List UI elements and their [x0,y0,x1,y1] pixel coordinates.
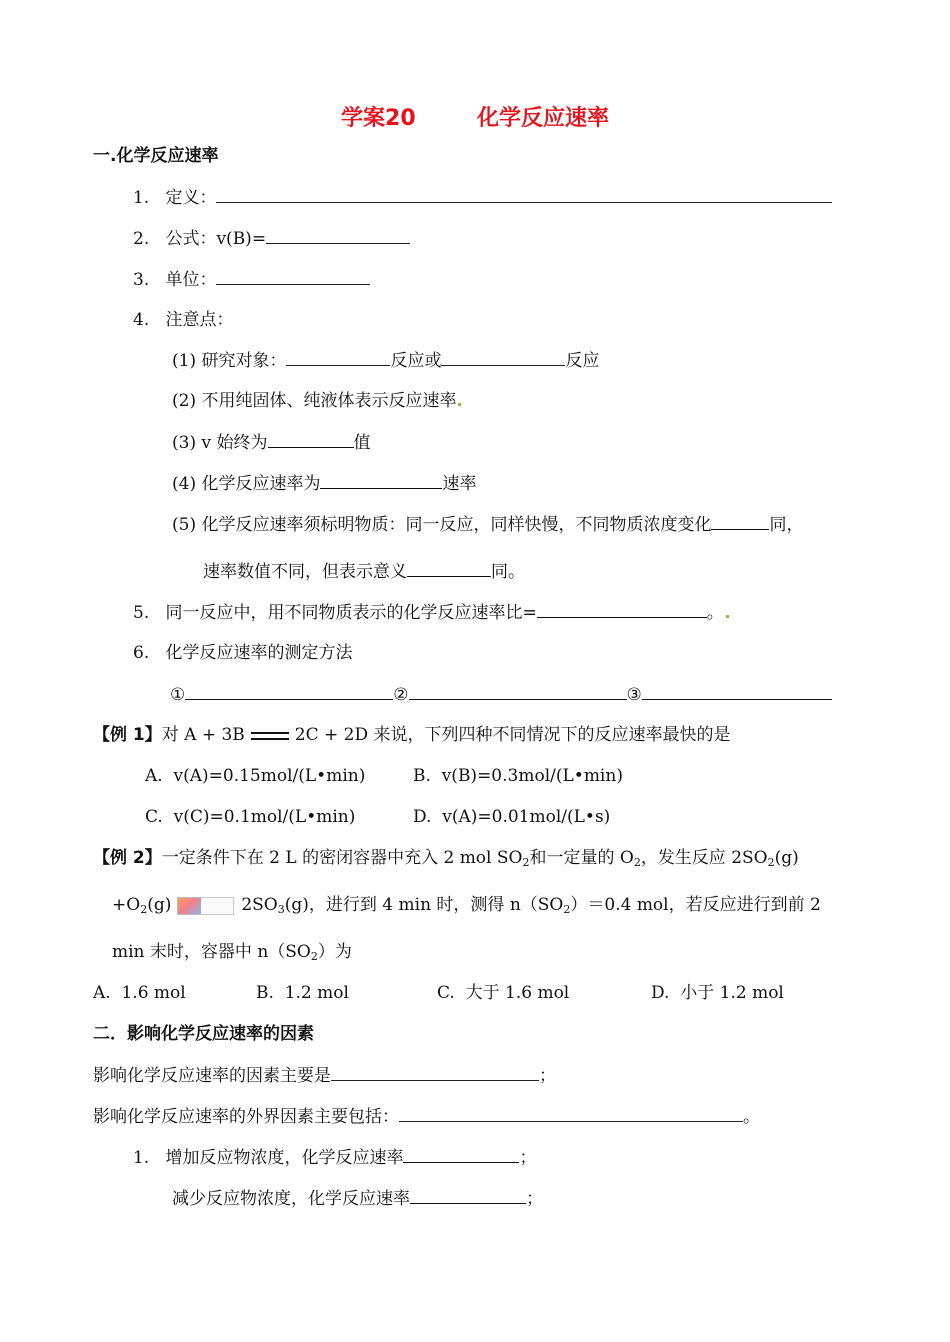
note-5: (5) 化学反应速率须标明物质：同一反应，同样快慢，不同物质浓度变化 同， [172,512,803,537]
section2-item1b: 减少反应物浓度，化学反应速率 ； [172,1186,543,1211]
note-4: (4) 化学反应速率为 速率 [172,471,476,496]
example2-line3: min 末时，容器中 $n(SO_2)$为 [112,942,352,963]
methods-blanks: ① ② ③ [170,682,832,707]
blank-external-factors[interactable] [399,1104,743,1122]
example1-option-b[interactable]: B. v(B)=0.3mol/(L•min) [413,766,623,786]
example1-option-a[interactable]: A. v(A)=0.15mol/(L•min) [145,766,366,786]
blank-ratio[interactable] [537,600,707,618]
example2-option-a[interactable]: A. 1.6 mol [93,983,186,1003]
example1-option-c[interactable]: C. v(C)=0.1mol/(L•min) [145,807,356,827]
blank-decrease-conc[interactable] [410,1186,526,1204]
item-formula: 2. 公式：v(B)= [133,226,410,251]
item-methods: 6. 化学反应速率的测定方法 [133,643,353,663]
blank-formula[interactable] [266,226,410,244]
blank-unit[interactable] [216,267,370,285]
section2-heading: 二．影响化学反应速率的因素 [93,1024,314,1044]
blank-method1[interactable] [185,682,393,700]
item-definition: 1. 定义： [133,185,832,210]
section2-line2: 影响化学反应速率的外界因素主要包括： 。 [93,1104,760,1129]
blank-method2[interactable] [409,682,627,700]
section2-line1: 影响化学反应速率的因素主要是 ； [93,1063,556,1088]
item-notes: 4. 注意点： [133,310,234,330]
equilibrium-arrow-icon [251,729,289,743]
example2-line2: $+O_2(g)$ $2SO_3(g)$，进行到 4 min 时，测得 $n(SO_2)=0.4$ mol，若反应进行到前 2 [112,895,821,916]
example2-option-c[interactable]: C. 大于 1.6 mol [437,983,570,1003]
blank-note1b[interactable] [441,348,565,366]
example2-option-b[interactable]: B. 1.2 mol [256,983,349,1003]
example2-option-d[interactable]: D. 小于 1.2 mol [651,983,784,1003]
title-right: 化学反应速率 [476,106,609,131]
note-3: (3) v 始终为 值 [172,430,371,455]
blank-main-factor[interactable] [331,1063,539,1081]
blank-note4[interactable] [320,471,442,489]
example1-question: 【例 1】对 A + 3B 2C + 2D 来说，下列四种不同情况下的反应速率最快的是 [93,725,731,745]
dot-mark [726,615,729,618]
item-ratio: 5. 同一反应中，用不同物质表示的化学反应速率比= 。 [133,600,729,625]
dot-mark [458,403,461,406]
section2-item1: 1. 增加反应物浓度，化学反应速率 ； [133,1145,536,1170]
blank-note3[interactable] [268,430,354,448]
blank-method3[interactable] [642,682,832,700]
reaction-arrow-image-icon [177,897,235,915]
example1-option-d[interactable]: D. v(A)=0.01mol/(L•s) [413,807,611,827]
page-title [0,101,950,132]
title-left: 学案20 [341,106,416,131]
blank-note5b[interactable] [407,559,491,577]
section1-heading: 一.化学反应速率 [93,146,219,166]
example2-line1: 【例 2】一定条件下在 2 L 的密闭容器中充入 2 mol $SO_2$和一定量的 $O_2$，发生反应 $2SO_2(g)$ [93,848,799,869]
note-5-cont: 速率数值不同，但表示意义 同。 [203,559,525,584]
blank-definition[interactable] [216,185,832,203]
item-unit: 3. 单位： [133,267,370,292]
note-1: (1) 研究对象： 反应或 反应 [172,348,599,373]
blank-increase-conc[interactable] [403,1145,519,1163]
blank-note5a[interactable] [711,512,769,530]
note-2: (2) 不用纯固体、纯液体表示反应速率 [172,389,461,413]
blank-note1a[interactable] [286,348,390,366]
